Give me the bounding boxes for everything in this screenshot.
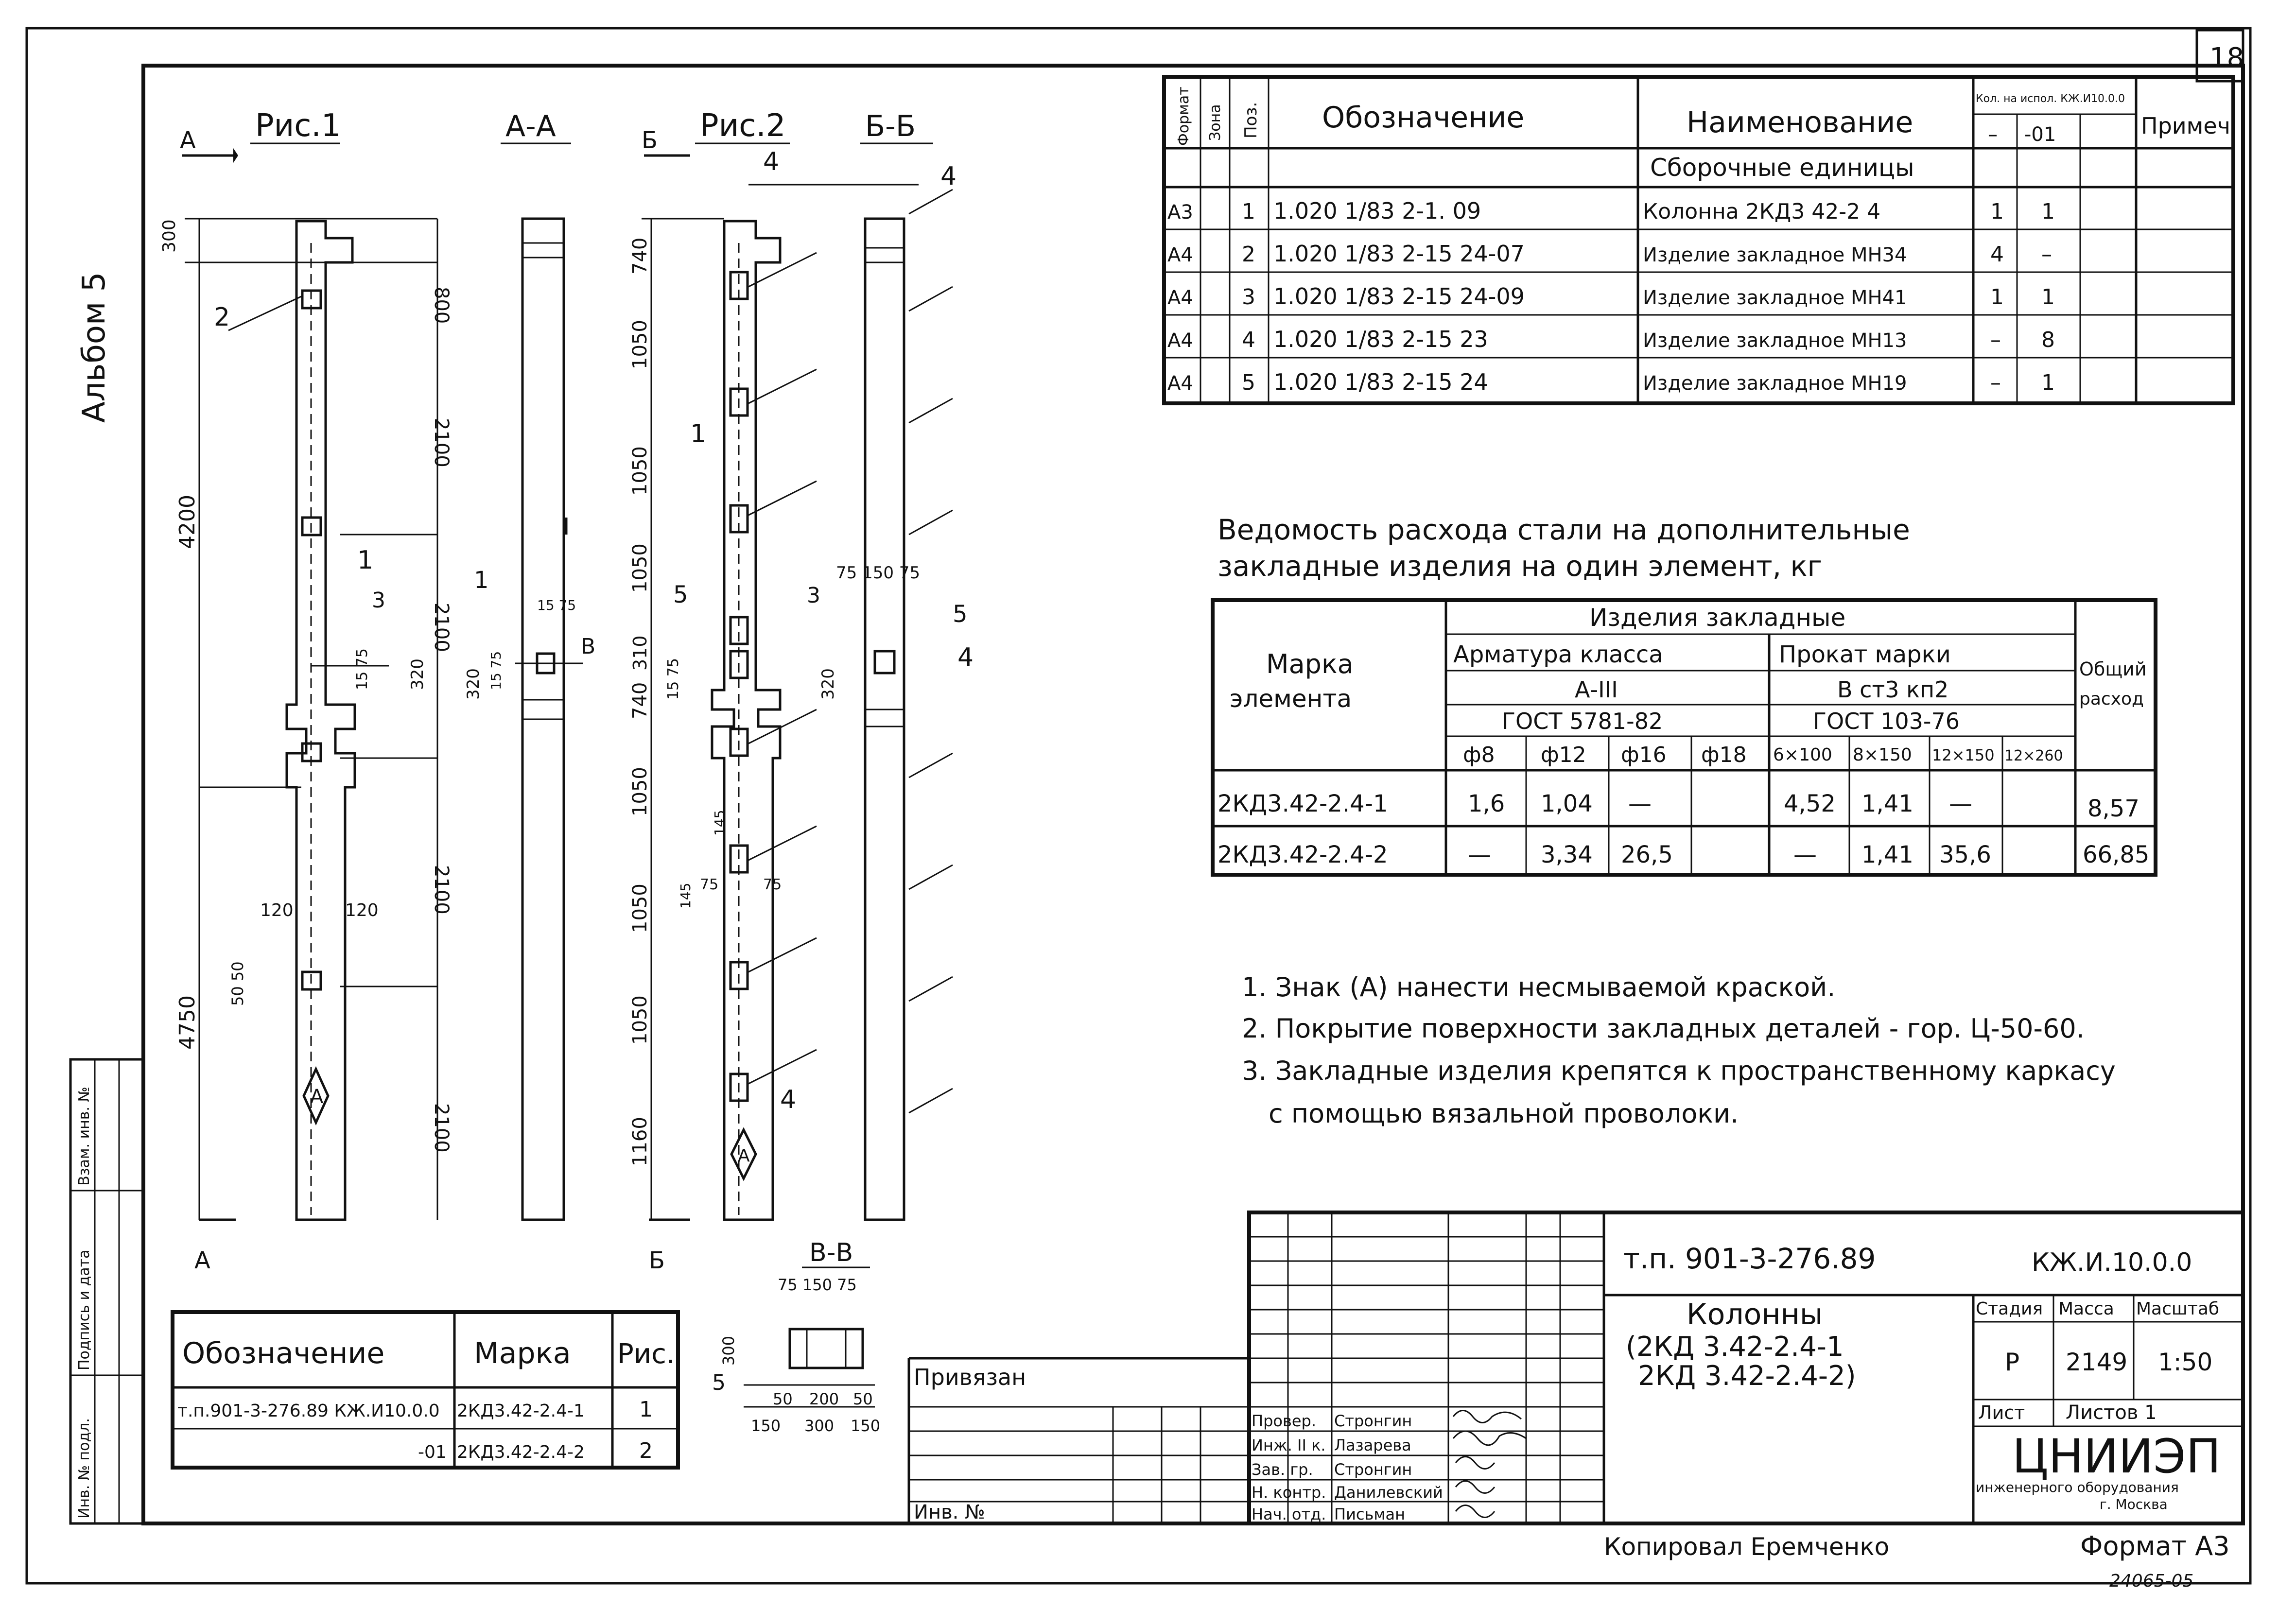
spec-h-zone: Зона: [1207, 104, 1224, 141]
fig1-pos-2: 2: [214, 303, 230, 332]
section-vv: [744, 1238, 875, 1407]
steel-cell: 3,34: [1541, 841, 1593, 868]
spec-h-pos: Поз.: [1241, 102, 1261, 138]
marks-cell-fig: 1: [639, 1397, 653, 1422]
steel-h-mark-2: элемента: [1230, 685, 1352, 713]
spec-cell-q0: 1: [1990, 199, 2004, 224]
spec-h-note: Примеч.: [2141, 113, 2238, 139]
steel-row-1: [1218, 790, 2139, 822]
spec-cell-q1: –: [2041, 242, 2052, 267]
spec-cell-pos: 1: [1242, 199, 1255, 224]
tb-h-scale: Масштаб: [2136, 1299, 2220, 1319]
binding-inv: Инв. №: [914, 1501, 985, 1523]
fig1-dim-300: 300: [159, 219, 179, 253]
tb-h-mass: Масса: [2058, 1299, 2114, 1319]
tb-org-3: г. Москва: [2100, 1496, 2168, 1512]
spec-row-3: [1167, 283, 2055, 310]
fig1-dim-4200: 4200: [175, 495, 200, 549]
vv-pos-5: 5: [712, 1370, 726, 1395]
spec-h-designation: Обозначение: [1322, 101, 1525, 135]
steel-col: 8×150: [1853, 745, 1912, 765]
steel-row-2: [1218, 841, 2149, 868]
fig2-pos-5: 5: [673, 581, 688, 608]
fig2-dim-740b: 740: [629, 682, 651, 719]
tb-h-stage: Стадия: [1976, 1299, 2043, 1319]
vv-dim-150b: 150: [851, 1417, 881, 1435]
steel-h-group: Изделия закладные: [1589, 604, 1846, 632]
spec-cell-pos: 2: [1242, 242, 1255, 267]
fig1-pos-1: 1: [357, 546, 374, 575]
spec-h-qty-01: -01: [2024, 123, 2056, 146]
steel-cell-mark: 2КД3.42-2.4-2: [1218, 841, 1388, 868]
steel-cell-mark: 2КД3.42-2.4-1: [1218, 790, 1388, 817]
spec-cell-name: Изделие закладное МН34: [1643, 244, 1907, 266]
tb-sheets: Листов 1: [2066, 1401, 2157, 1424]
bb-pos-3: 3: [807, 583, 820, 608]
spec-cell-name: Изделие закладное МН19: [1643, 372, 1907, 395]
fig2-cut-mark-bottom: Б: [649, 1247, 665, 1274]
spec-cell-pos: 3: [1242, 285, 1255, 310]
tb-org: ЦНИИЭП: [2012, 1429, 2221, 1484]
aa-dim-320: 320: [464, 668, 483, 700]
fig1-dim-120b: 120: [345, 900, 379, 920]
archive-number: 24065-05: [2109, 1571, 2194, 1591]
steel-cell: —: [1628, 790, 1652, 817]
album-label: Альбом 5: [76, 272, 112, 423]
steel-cell: 26,5: [1621, 841, 1673, 868]
fig1-dim-50-50: 50 50: [228, 961, 247, 1006]
tb-signer-role: Нач. отд.: [1252, 1505, 1326, 1523]
fig2-dim-1050e: 1050: [629, 883, 651, 933]
fig1-dim-120a: 120: [260, 900, 294, 920]
tb-signer-name: Данилевский: [1334, 1483, 1443, 1502]
bb-pos-5: 5: [953, 601, 968, 628]
steel-h-mark-1: Марка: [1266, 649, 1354, 679]
fig1-sign-a: А: [310, 1086, 324, 1108]
spec-cell-pos: 5: [1242, 370, 1255, 395]
fig2-cut-mark-v: В: [581, 634, 596, 659]
note-1: 1. Знак (А) нанести несмываемой краской.: [1242, 972, 1836, 1003]
steel-h-plate-grade: В ст3 кп2: [1837, 676, 1949, 703]
spec-h-qty-dash: –: [1988, 123, 1998, 146]
aa-pos-1: 1: [474, 567, 489, 594]
spec-cell-q1: 1: [2041, 370, 2055, 395]
steel-h-rebar: Арматура класса: [1453, 641, 1663, 668]
steel-cell-total: 66,85: [2083, 841, 2150, 868]
fig2-dim-75a: 75: [700, 876, 719, 893]
steel-title-2: закладные изделия на один элемент, кг: [1218, 550, 1823, 583]
fig2-dim-1160: 1160: [629, 1117, 651, 1166]
marks-cell-desig: -01: [418, 1442, 447, 1462]
fig2-dim-1050f: 1050: [629, 995, 651, 1045]
marks-cell-desig: т.п.901-3-276.89 КЖ.И10.0.0: [177, 1401, 440, 1421]
steel-table: [1213, 600, 2156, 875]
steel-cell: 1,04: [1541, 790, 1593, 817]
steel-h-total-2: расход: [2079, 689, 2144, 709]
steel-h-rebar-gost: ГОСТ 5781-82: [1502, 708, 1663, 734]
fig1-dim-2100c: 2100: [430, 865, 452, 915]
tb-title-2: (2КД 3.42-2.4-1: [1626, 1331, 1844, 1363]
format-label: Формат А3: [2080, 1531, 2230, 1561]
copied-by: Копировал Еремченко: [1604, 1533, 1890, 1561]
tb-signer-name: Стронгин: [1334, 1412, 1412, 1430]
spec-cell-designation: 1.020 1/83 2-15 24-07: [1273, 241, 1525, 267]
fig2-dim-1050b: 1050: [629, 446, 651, 496]
spec-cell-q1: 8: [2041, 328, 2055, 352]
binding-label: Привязан: [914, 1364, 1026, 1390]
vv-dim-75-150-75: 75 150 75: [778, 1276, 857, 1294]
steel-cell: —: [1468, 841, 1491, 868]
steel-col: 12×150: [1932, 746, 1995, 764]
spec-h-qty: Кол. на испол. КЖ.И10.0.0: [1976, 93, 2125, 105]
steel-col: ф12: [1541, 743, 1586, 767]
spec-cell-format: А4: [1167, 372, 1193, 395]
tb-signers: [1252, 1412, 1443, 1523]
steel-h-plate-gost: ГОСТ 103-76: [1813, 708, 1960, 734]
spec-cell-designation: 1.020 1/83 2-15 24: [1273, 369, 1488, 395]
spec-row-1: [1167, 198, 2055, 224]
fig1-dim-2100a: 2100: [430, 418, 452, 467]
section-bb: [860, 109, 953, 1220]
bb-pos-4a: 4: [940, 162, 957, 191]
bb-dim-75-150-75: 75 150 75: [836, 563, 921, 583]
spec-cell-format: А4: [1167, 244, 1193, 266]
side-vzam-inv: Взам. инв. №: [76, 1087, 93, 1186]
spec-rows: [1167, 198, 2055, 395]
fig2-dim-145a: 145: [712, 810, 728, 836]
spec-cell-q1: 1: [2041, 199, 2055, 224]
spec-cell-q0: 1: [1990, 285, 2004, 310]
tb-stage: Р: [2005, 1348, 2020, 1376]
spec-row-4: [1167, 326, 2055, 352]
steel-title-1: Ведомость расхода стали на дополнительные: [1218, 513, 1910, 546]
vv-dim-150: 150: [751, 1417, 781, 1435]
tb-signer-name: Письман: [1334, 1505, 1405, 1523]
spec-h-format: Формат: [1175, 87, 1192, 146]
marks-cell-mark: 2КД3.42-2.4-1: [457, 1401, 585, 1421]
spec-cell-pos: 4: [1242, 328, 1255, 352]
marks-cell-mark: 2КД3.42-2.4-2: [457, 1442, 585, 1462]
vv-dim-200: 200: [809, 1390, 839, 1408]
vv-dim-300: 300: [719, 1335, 738, 1366]
tb-title-3: 2КД 3.42-2.4-2): [1638, 1360, 1856, 1392]
steel-cell: 4,52: [1784, 790, 1836, 817]
note-3: 3. Закладные изделия крепятся к пространственному каркасу: [1242, 1055, 2116, 1086]
side-sign-date: Подпись и дата: [76, 1249, 93, 1370]
fig2-dim-15-75: 15 75: [665, 658, 682, 700]
fig1-cut-mark-bottom: А: [194, 1247, 210, 1274]
spec-cell-q1: 1: [2041, 285, 2055, 310]
aa-dim-1575: 15 75: [537, 597, 576, 613]
steel-cell: 1,41: [1861, 841, 1913, 868]
spec-h-name: Наименование: [1687, 105, 1913, 139]
fig1-title: Рис.1: [255, 108, 341, 144]
steel-col: ф18: [1701, 743, 1747, 767]
fig2-sign-a: А: [738, 1146, 750, 1166]
figure-1: [180, 108, 437, 1274]
aa-title: А-А: [505, 109, 556, 143]
note-4: с помощью вязальной проволоки.: [1269, 1098, 1739, 1129]
marks-h-fig: Рис.: [617, 1338, 675, 1370]
spec-cell-name: Колонна 2КД3 42-2 4: [1643, 199, 1881, 224]
fig1-dim-2100b: 2100: [430, 603, 452, 652]
spec-cell-format: А4: [1167, 287, 1193, 309]
fig1-dim-800: 800: [430, 287, 452, 324]
fig2-title: Рис.2: [700, 108, 786, 144]
bb-title: Б-Б: [865, 109, 916, 143]
spec-row-2: [1167, 241, 2052, 267]
sheet-number: 18: [2209, 42, 2244, 74]
spec-cell-designation: 1.020 1/83 2-1. 09: [1273, 198, 1481, 224]
bb-dim-320: 320: [818, 668, 838, 700]
steel-col: ф8: [1463, 743, 1495, 767]
fig2-cut-mark-top: Б: [642, 127, 658, 154]
tb-code: КЖ.И.10.0.0: [2032, 1248, 2192, 1277]
tb-scale: 1:50: [2158, 1348, 2213, 1376]
fig2-dim-1050a: 1050: [629, 320, 651, 369]
vv-dim-50: 50: [773, 1390, 793, 1408]
vv-dim-300b: 300: [804, 1417, 835, 1435]
tb-title-1: Колонны: [1687, 1298, 1823, 1332]
fig1-cut-mark-top: А: [180, 127, 196, 154]
spec-row-5: [1167, 369, 2055, 395]
fig1-dim-15-75: 15 75: [354, 648, 371, 690]
tb-org-2: инженерного оборудования: [1976, 1479, 2179, 1495]
vv-dim-50b: 50: [853, 1390, 873, 1408]
fig2-dim-740a: 740: [629, 237, 651, 275]
spec-cell-name: Изделие закладное МН13: [1643, 329, 1907, 352]
steel-h-total-1: Общий: [2079, 658, 2147, 680]
spec-cell-q0: –: [1990, 370, 2001, 395]
tb-signer-name: Стронгин: [1334, 1460, 1412, 1479]
spec-section: Сборочные единицы: [1650, 154, 1914, 182]
steel-cell: 1,41: [1861, 790, 1913, 817]
spec-cell-q0: –: [1990, 328, 2001, 352]
tb-signer-role: Провер.: [1252, 1412, 1316, 1430]
spec-cell-designation: 1.020 1/83 2-15 24-09: [1273, 283, 1525, 310]
steel-cell: —: [1949, 790, 1972, 817]
bb-pos-4b: 4: [957, 643, 974, 672]
fig2-dim-75b: 75: [763, 876, 782, 893]
fig1-pos-3: 3: [372, 588, 385, 613]
fig1-dim-320: 320: [408, 658, 427, 690]
marks-h-desig: Обозначение: [182, 1336, 385, 1370]
tb-mass: 2149: [2066, 1348, 2128, 1376]
tb-signer-role: Зав. гр.: [1252, 1460, 1313, 1479]
steel-col: 12×260: [2004, 747, 2063, 764]
fig1-dim-4750: 4750: [175, 995, 200, 1050]
fig2-pos-4a: 4: [763, 147, 780, 176]
steel-cell: —: [1793, 841, 1817, 868]
steel-cell: 1,6: [1468, 790, 1505, 817]
tb-signer-role: Н. контр.: [1252, 1483, 1326, 1502]
spec-cell-designation: 1.020 1/83 2-15 23: [1273, 326, 1488, 352]
fig2-pos-4b: 4: [780, 1085, 797, 1114]
tb-project: т.п. 901-3-276.89: [1623, 1242, 1876, 1275]
spec-cell-q0: 4: [1990, 242, 2004, 267]
steel-h-rebar-cls: А-III: [1575, 676, 1618, 703]
marks-h-mark: Марка: [474, 1336, 571, 1370]
steel-cell-total: 8,57: [2087, 795, 2139, 822]
steel-h-plate: Прокат марки: [1779, 641, 1951, 668]
tb-sheet: Лист: [1978, 1402, 2025, 1423]
fig1-dim-2100d: 2100: [430, 1103, 452, 1153]
steel-col: 6×100: [1773, 745, 1832, 765]
tb-signer-role: Инж. II к.: [1252, 1436, 1326, 1454]
tb-signer-name: Лазарева: [1334, 1436, 1411, 1454]
note-2: 2. Покрытие поверхности закладных деталей - гор. Ц-50-60.: [1242, 1013, 2085, 1044]
fig2-dim-1050d: 1050: [629, 767, 651, 816]
marks-cell-fig: 2: [639, 1438, 653, 1463]
vv-title: В-В: [809, 1238, 853, 1267]
steel-col-headers: [1463, 743, 2063, 767]
aa-dim-15-75: 15 75: [488, 651, 504, 690]
steel-cell: 35,6: [1939, 841, 1991, 868]
fig2-pos-1: 1: [690, 419, 707, 449]
spec-cell-name: Изделие закладное МН41: [1643, 287, 1907, 309]
spec-cell-format: А4: [1167, 329, 1193, 352]
spec-cell-format: А3: [1167, 201, 1193, 224]
fig2-dim-310: 310: [629, 635, 651, 671]
side-inv-podl: Инв. № подл.: [76, 1418, 93, 1519]
notes: [1242, 972, 2116, 1129]
steel-col: ф16: [1621, 743, 1667, 767]
fig2-dim-145b: 145: [678, 882, 694, 909]
section-aa: [501, 109, 583, 1220]
fig2-dim-1050c: 1050: [629, 543, 651, 593]
